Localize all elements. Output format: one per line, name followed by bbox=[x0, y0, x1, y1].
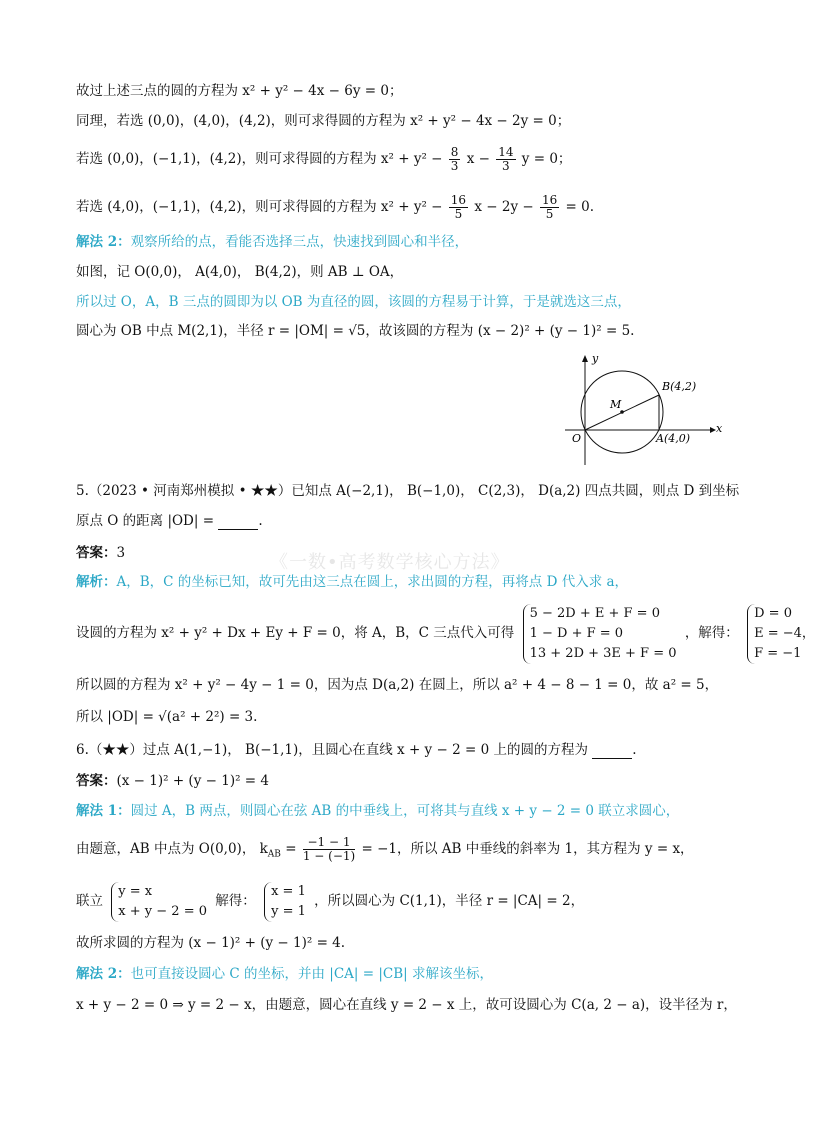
answer-5: 答案：3 bbox=[76, 545, 126, 561]
answer-blank bbox=[592, 745, 632, 759]
system-line: 联立 y = x x + y − 2 = 0 解得： x = 1 y = 1 ，所以圆心为 C(1,1)，半径 r = |CA| = 2， bbox=[76, 878, 734, 924]
answer-6: 答案：(x − 1)² + (y − 1)² = 4 bbox=[76, 773, 269, 789]
fraction: $\frac{-1 - 1}{1 - (-1)}$ bbox=[302, 835, 356, 863]
center-label: M bbox=[610, 398, 622, 411]
text-line: x + y − 2 = 0 ⇒ y = 2 − x，由题意，圆心在直线 y = 2 − x 上，故可设圆心为 C(a, 2 − a)，设半径为 r， bbox=[76, 997, 737, 1013]
text-line: 所以圆的方程为 x² + y² − 4y − 1 = 0，因为点 D(a,2) 在圆上，所以 a² + 4 − 8 − 1 = 0，故 a² = 5， bbox=[76, 677, 719, 693]
point-B-label: B(4,2) bbox=[662, 380, 697, 393]
text-line: 故过上述三点的圆的方程为 x² + y² − 4x − 6y = 0； bbox=[76, 83, 403, 99]
solution-1-heading: 解法 1：圆过 A，B 两点，则圆心在弦 AB 的中垂线上，可将其与直线 x + y − 2 = 0 联立求圆心， bbox=[76, 803, 680, 819]
text-line-fractions: 若选 (4,0)，(−1,1)，(4,2)，则可求得圆的方程为 x² + y² − $\frac{16}{5}$ x − 2y − $\frac{16}{5}$ = 0. bbox=[76, 193, 595, 221]
fraction: $\frac{8}{3}$ bbox=[450, 145, 459, 173]
text-line: 所以 |OD| = √(a² + 2²) = 3. bbox=[76, 709, 258, 725]
watermark: 《一数•高考数学核心方法》 bbox=[270, 552, 510, 573]
text-line: 如图，记 O(0,0)， A(4,0)， B(4,2)，则 AB ⊥ OA， bbox=[76, 264, 404, 280]
question-5-cont: 原点 O 的距离 |OD| = . bbox=[76, 513, 263, 529]
x-axis-label: x bbox=[716, 422, 723, 435]
slope-line: 由题意，AB 中点为 O(0,0)， $k_{AB}$ = $\frac{-1 - 1}{1 - (-1)}$ = −1，所以 AB 中垂线的斜率为 1，其方程为 y = x， bbox=[76, 835, 694, 863]
text-line: 故所求圆的方程为 (x − 1)² + (y − 1)² = 4. bbox=[76, 935, 346, 951]
origin-label: O bbox=[572, 432, 582, 445]
solution-system: x = 1 y = 1 bbox=[264, 882, 306, 922]
analysis-5: 解析：A，B，C 的坐标已知，故可先由这三点在圆上，求出圆的方程，再将点 D 代入求 a， bbox=[76, 574, 629, 590]
fraction: $\frac{16}{5}$ bbox=[541, 193, 558, 221]
text-line: 圆心为 OB 中点 M(2,1)，半径 r = |OM| = √5，故该圆的方程为 (x − 2)² + (y − 1)² = 5. bbox=[76, 323, 635, 339]
y-axis-label: y bbox=[592, 352, 599, 365]
solution-2-heading: 解法 2：观察所给的点，看能否选择三点，快速找到圆心和半径， bbox=[76, 234, 469, 250]
circle-figure bbox=[560, 350, 730, 470]
point-A-label: A(4,0) bbox=[656, 432, 691, 445]
question-5: 5.（2023 • 河南郑州模拟 • ★★）已知点 A(−2,1)， B(−1,0)， C(2,3)， D(a,2) 四点共圆，则点 D 到坐标 bbox=[76, 483, 740, 499]
fraction: $\frac{16}{5}$ bbox=[450, 193, 467, 221]
solution-system: D = 0 E = −4， F = −1 bbox=[747, 604, 815, 664]
equation-system: 5 − 2D + E + F = 0 1 − D + F = 0 13 + 2D + 3E + F = 0 bbox=[523, 604, 677, 664]
equation-system-line: 设圆的方程为 x² + y² + Dx + Ey + F = 0，将 A，B，C 三点代入可得 5 − 2D + E + F = 0 1 − D + F = 0 13 + 2D + 3E + F = 0 ，解得： D = 0 E = −4， F = −1 bbox=[76, 600, 734, 666]
text-line-hint: 所以过 O，A，B 三点的圆即为以 OB 为直径的圆，该圆的方程易于计算，于是就选这三点， bbox=[76, 294, 631, 310]
y-axis-arrow-icon bbox=[582, 355, 588, 362]
text-line-fractions: 若选 (0,0)，(−1,1)，(4,2)，则可求得圆的方程为 x² + y² − $\frac{8}{3}$ x − $\frac{14}{3}$ y = 0； bbox=[76, 145, 572, 173]
equation-system: y = x x + y − 2 = 0 bbox=[111, 882, 207, 922]
solution-2b-heading: 解法 2：也可直接设圆心 C 的坐标，并由 |CA| = |CB| 求解该坐标， bbox=[76, 966, 494, 982]
fraction: $\frac{14}{3}$ bbox=[498, 145, 514, 173]
text-line: 同理，若选 (0,0)，(4,0)，(4,2)，则可求得圆的方程为 x² + y² − 4x − 2y = 0； bbox=[76, 113, 571, 129]
question-6: 6.（★★）过点 A(1,−1)， B(−1,1)，且圆心在直线 x + y − 2 = 0 上的圆的方程为 . bbox=[76, 742, 637, 758]
answer-blank bbox=[218, 516, 258, 530]
